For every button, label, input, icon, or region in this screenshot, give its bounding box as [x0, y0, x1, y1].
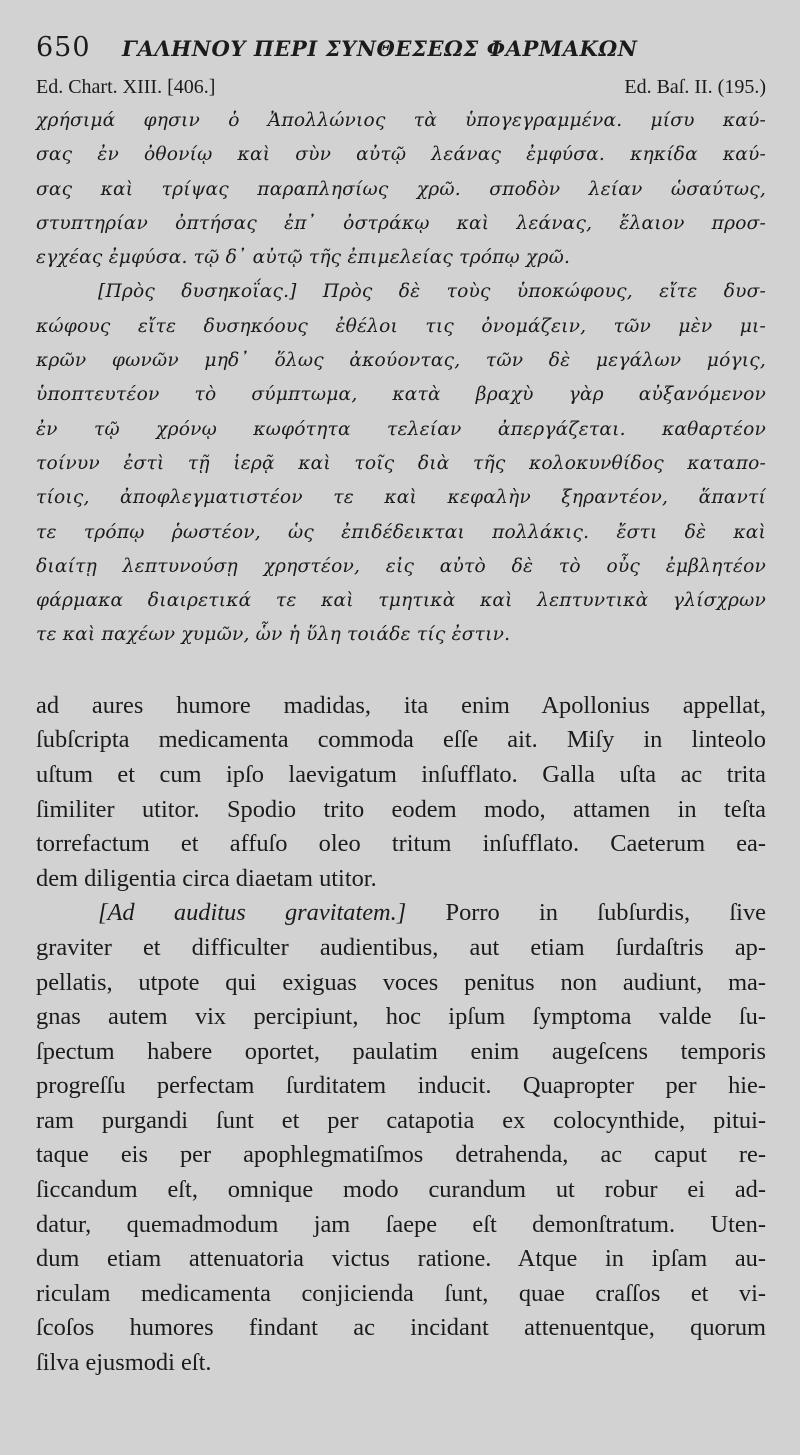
- text-line: ad aures humore madidas, ita enim Apollonius appellat,: [36, 691, 766, 719]
- text-line: στυπτηρίαν ὀπτήσας ἐπ᾽ ὀστράκῳ καὶ λεάνας, ἔλαιον προσ-: [36, 212, 766, 234]
- text-line: uſtum et cum ipſo laevigatum inſufflato. Galla uſta ac trita: [36, 760, 766, 788]
- text-line: σας καὶ τρίψας παραπλησίως χρῶ. σποδὸν λείαν ὡσαύτως,: [36, 178, 766, 200]
- greek-paragraph-2: [36, 275, 766, 652]
- page-header: [36, 32, 766, 76]
- text-line: pellatis, utpote qui exiguas voces penitus non audiunt, ma-: [36, 968, 766, 996]
- text-line: ὑποπτευτέον τὸ σύμπτωμα, κατὰ βραχὺ γὰρ αὐξανόμενον: [36, 384, 766, 406]
- text-line: [36, 896, 766, 931]
- section-gap: [36, 653, 766, 689]
- latin-paragraph-1: [36, 689, 766, 897]
- text-line: ram purgandi ſunt et per catapotia ex colocynthide, pitui-: [36, 1106, 766, 1134]
- text-line: graviter et difficulter audientibus, aut etiam ſurdaſtris ap-: [36, 933, 766, 961]
- text-line: ſcoſos humores findant ac incidant attenuentque, quorum: [36, 1314, 766, 1342]
- text-line: [Πρὸς δυσηκοΐας.] Πρὸς δὲ τοὺς ὑποκώφους, εἴτε δυσ-: [98, 281, 766, 303]
- text-line: datur, quemadmodum jam ſaepe eſt demonſtratum. Uten-: [36, 1210, 766, 1238]
- text-line: ſpectum habere oportet, paulatim enim augeſcens temporis: [36, 1037, 766, 1065]
- page-number: 650: [36, 32, 91, 63]
- text-line: κώφους εἴτε δυσηκόους ἐθέλοι τις ὀνομάζειν, τῶν μὲν μι-: [36, 315, 766, 337]
- greek-text: [36, 104, 766, 653]
- text-line: χρήσιμά φησιν ὁ Ἀπολλώνιος τὰ ὑπογεγραμμένα. μίσυ καύ-: [36, 110, 766, 131]
- text-line: σας ἐν ὀθονίῳ καὶ σὺν αὐτῷ λεάνας ἐμφύσα. κηκίδα καύ-: [36, 144, 766, 166]
- text-line: ſilva ejusmodi eſt.: [36, 1349, 212, 1377]
- text-line: τε καὶ παχέων χυμῶν, ὧν ἡ ὕλη τοιάδε τίς ἐστιν.: [36, 624, 511, 646]
- greek-paragraph-1: [36, 104, 766, 275]
- text-line: taque eis per apophlegmatiſmos detrahenda, ac caput re-: [36, 1141, 766, 1169]
- text-line: διαίτῃ λεπτυνούσῃ χρηστέον, εἰς αὐτὸ δὲ τὸ οὖς ἐμβλητέον: [36, 555, 766, 577]
- text-line: gnas autem vix percipiunt, hoc ipſum ſymptoma valde ſu-: [36, 1003, 766, 1031]
- text-line: progreſſu perfectam ſurditatem inducit. Quapropter per hie-: [36, 1072, 766, 1100]
- text-line: ſiccandum eſt, omnique modo curandum ut robur ei ad-: [36, 1176, 766, 1204]
- text-line: τίοις, ἀποφλεγματιστέον τε καὶ κεφαλὴν ξηραντέον, ἅπαντί: [36, 487, 766, 509]
- text-line: dum etiam attenuatoria victus ratione. Atque in ipſam au-: [36, 1245, 766, 1273]
- text-line: riculam medicamenta conjicienda ſunt, quae craſſos et vi-: [36, 1279, 766, 1307]
- text-line: ſimiliter utitor. Spodio trito eodem modo, attamen in teſta: [36, 795, 766, 823]
- running-title: ΓΑΛΗΝΟΥ ΠΕΡΙ ΣΥΝΘΕΣΕΩΣ ΦΑΡΜΑΚΩΝ: [122, 36, 638, 61]
- text-line: dem diligentia circa diaetam utitor.: [36, 864, 377, 892]
- edition-references: [36, 76, 766, 104]
- heading-line-rest: Porro in ſubſurdis, ſive: [445, 899, 766, 927]
- section-heading: [Ad auditus gravitatem.]: [98, 899, 407, 927]
- text-line: ſubſcripta medicamenta commoda eſſe ait. Miſy in linteolo: [36, 726, 766, 754]
- edition-basel: Ed. Baſ. II. (195.): [624, 76, 766, 98]
- text-line: τοίνυν ἐστὶ τῇ ἱερᾷ καὶ τοῖς διὰ τῆς κολοκυνθίδος καταπο-: [36, 452, 766, 474]
- latin-text: [36, 689, 766, 1381]
- text-line: τε τρόπῳ ῥωστέον, ὡς ἐπιδέδεικται πολλάκις. ἔστι δὲ καὶ: [36, 521, 766, 543]
- text-line: κρῶν φωνῶν μηδ᾽ ὅλως ἀκούοντας, τῶν δὲ μεγάλων μόγις,: [36, 350, 766, 372]
- text-line: ἐν τῷ χρόνῳ κωφότητα τελείαν ἀπεργάζεται. καθαρτέον: [36, 418, 766, 440]
- text-line: φάρμακα διαιρετικά τε καὶ τμητικὰ καὶ λεπτυντικὰ γλίσχρων: [36, 590, 766, 612]
- text-line: εγχέας ἐμφύσα. τῷ δ᾽ αὐτῷ τῆς ἐπιμελείας τρόπῳ χρῶ.: [36, 247, 571, 269]
- edition-chartier: Ed. Chart. XIII. [406.]: [36, 76, 216, 98]
- text-line: torrefactum et affuſo oleo tritum inſufflato. Caeterum ea-: [36, 830, 766, 858]
- latin-paragraph-2: [36, 896, 766, 1380]
